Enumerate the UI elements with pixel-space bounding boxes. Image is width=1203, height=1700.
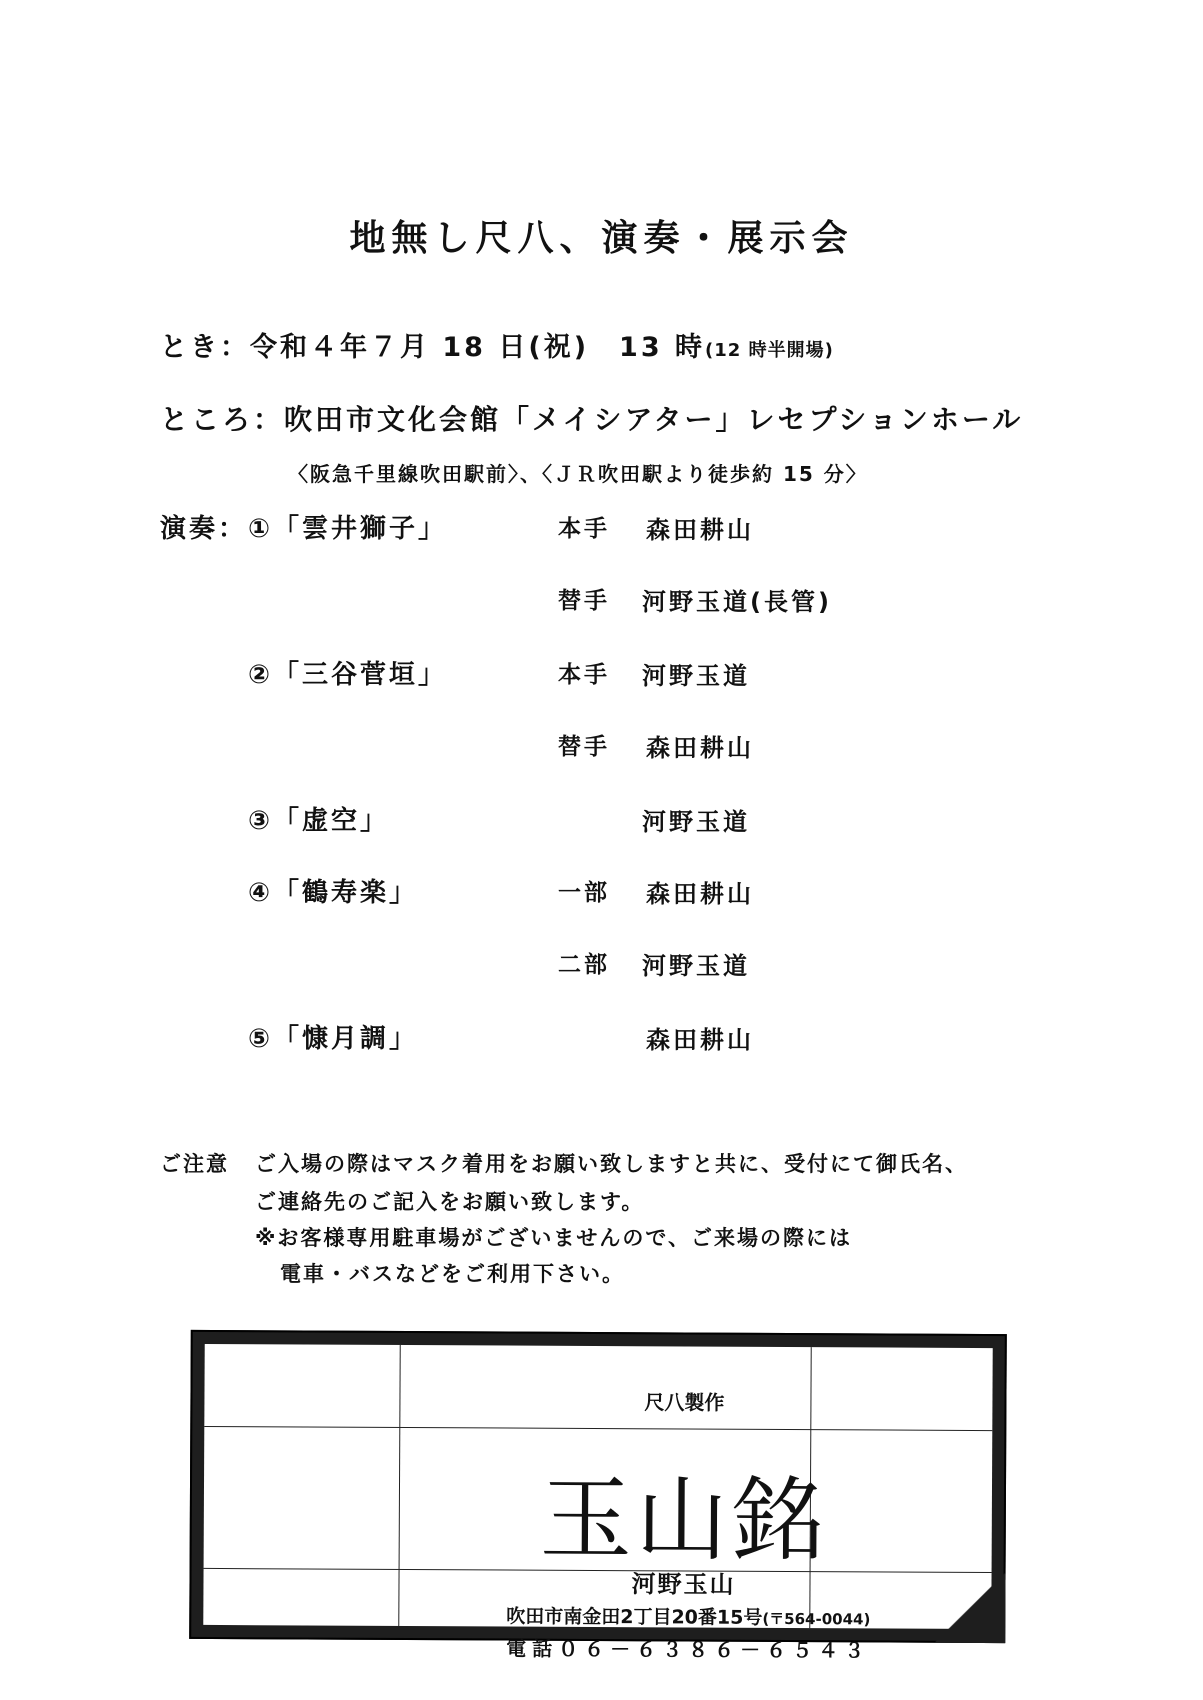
piece-performer: 河野玉道	[642, 952, 750, 980]
piece-performer: 河野玉道	[642, 808, 750, 836]
piece-title: ③「虚空」	[248, 806, 390, 836]
piece-performer: 森田耕山	[646, 516, 754, 544]
piece-title: ②「三谷菅垣」	[248, 660, 448, 690]
notice-line: ご連絡先のご記入をお願い致します。	[255, 1190, 645, 1214]
piece-performer: 河野玉道	[642, 662, 750, 690]
piece-performer: 森田耕山	[646, 1026, 754, 1054]
piece-performer: 森田耕山	[646, 880, 754, 908]
venue-label: ところ：	[160, 403, 285, 436]
piece-title: ⑤「慷月調」	[248, 1024, 419, 1054]
piece-role: 替手	[558, 734, 610, 760]
maker-stamp	[189, 1330, 1007, 1663]
postal-code: (〒564-0044)	[762, 1609, 871, 1629]
event-date-line	[160, 325, 834, 364]
notice-label: ご注意	[160, 1152, 229, 1176]
notice-line: ご入場の際はマスク着用をお願い致しますと共に、受付にて御氏名、	[255, 1152, 968, 1176]
piece-role: 二部	[558, 952, 610, 978]
address-text: 吹田市南金田2丁目20番15号	[506, 1605, 763, 1629]
stamp-divider	[204, 1426, 992, 1431]
maker-stamp-inner	[203, 1344, 992, 1663]
piece-title: ④「鶴寿楽」	[248, 878, 419, 908]
maker-phone: 電話０６－６３８６－６５４３	[506, 1636, 871, 1663]
date-label: とき：	[160, 332, 250, 363]
event-date: 令和４年７月 18 日(祝) 13 時	[250, 332, 706, 363]
performance-label: 演奏：	[160, 514, 248, 544]
doors-open-time: (12 時半開場)	[705, 340, 834, 361]
event-venue-line	[160, 398, 1023, 438]
piece-performer: 森田耕山	[646, 734, 754, 762]
piece-role: 一部	[558, 880, 610, 906]
piece-role: 替手	[558, 588, 610, 614]
maker-address	[408, 1601, 968, 1631]
notice-line: 電車・バスなどをご利用下さい。	[280, 1262, 625, 1286]
owner-name: 河野玉山	[631, 1570, 736, 1599]
piece-role: 本手	[558, 516, 610, 542]
piece-performer: 河野玉道(長管)	[642, 588, 832, 616]
event-venue: 吹田市文化会館「メイシアター」レセプションホール	[284, 403, 1024, 436]
folded-corner	[935, 1573, 1005, 1643]
piece-role: 本手	[558, 662, 610, 688]
piece-title: ①「雲井獅子」	[248, 514, 448, 544]
event-title: 地無し尺八、演奏・展示会	[349, 217, 854, 259]
notice-line: ※お客様専用駐車場がございませんので、ご来場の際には	[255, 1226, 852, 1250]
maker-label: 尺八製作	[644, 1390, 725, 1415]
access-directions: 〈阪急千里線吹田駅前〉、〈ＪＲ吹田駅より徒歩約 15 分〉	[288, 462, 868, 486]
stamp-divider	[398, 1345, 400, 1626]
brand-name: 玉山銘	[539, 1465, 829, 1575]
